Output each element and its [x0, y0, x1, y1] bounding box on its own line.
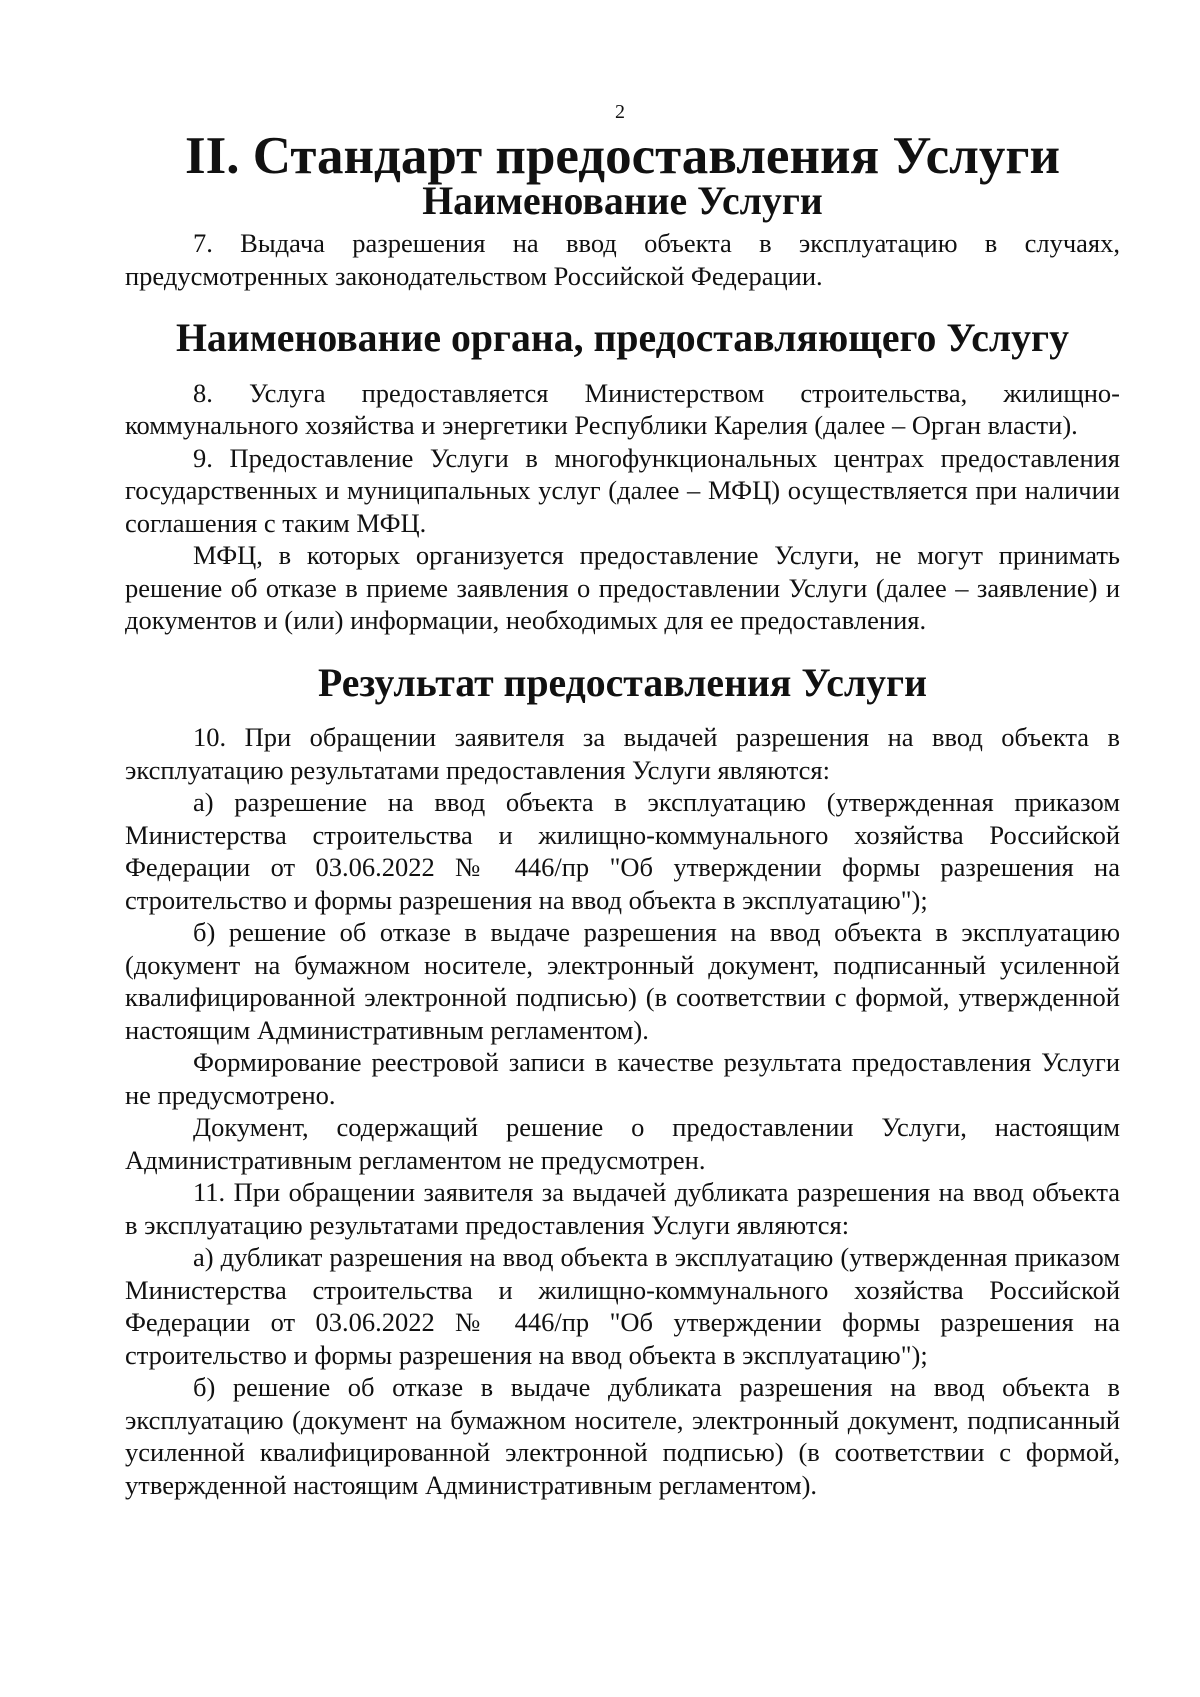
paragraph: а) разрешение на ввод объекта в эксплуатацию (утвержденная приказом Министерства строительства и жилищно-коммунального хозяйства Российской Федерации от 03.06.2022 № 446/пр "Об утверждении формы разрешения на строительство и формы разрешения на ввод объекта в эксплуатацию"); — [125, 787, 1120, 915]
paragraph: МФЦ, в которых организуется предоставление Услуги, не могут принимать решение об отказе в приеме заявления о предоставлении Услуги (далее – заявление) и документов и (или) информации, необходимых для ее предоставления. — [125, 540, 1120, 635]
paragraph: 10. При обращении заявителя за выдачей разрешения на ввод объекта в эксплуатацию результатами предоставления Услуги являются: — [125, 722, 1120, 785]
paragraph: а) дубликат разрешения на ввод объекта в эксплуатацию (утвержденная приказом Министерства строительства и жилищно-коммунального хозяйства Российской Федерации от 03.06.2022 № 446/пр "Об утверждении формы разрешения на строительство и формы разрешения на ввод объекта в эксплуатацию"); — [125, 1242, 1120, 1370]
paragraph: 11. При обращении заявителя за выдачей дубликата разрешения на ввод объекта в эксплуатацию результатами предоставления Услуги являются: — [125, 1177, 1120, 1240]
paragraph: Документ, содержащий решение о предоставлении Услуги, настоящим Административным регламентом не предусмотрен. — [125, 1112, 1120, 1175]
paragraph: б) решение об отказе в выдаче разрешения на ввод объекта в эксплуатацию (документ на бумажном носителе, электронный документ, подписанный усиленной квалифицированной электронной подписью) (в соответствии с формой, утвержденной настоящим Административным регламентом). — [125, 917, 1120, 1045]
page-number: 2 — [615, 101, 625, 123]
section-title: II. Стандарт предоставления Услуги — [185, 127, 1060, 185]
document-body — [125, 127, 1120, 1501]
paragraph: б) решение об отказе в выдаче дубликата разрешения на ввод объекта в эксплуатацию (документ на бумажном носителе, электронный документ, подписанный усиленной квалифицированной электронной подписью) (в соответствии с формой, утвержденной настоящим Административным регламентом). — [125, 1372, 1120, 1500]
subsection-heading: Наименование Услуги — [422, 178, 823, 223]
paragraph: 7. Выдача разрешения на ввод объекта в эксплуатацию в случаях, предусмотренных законодательством Российской Федерации. — [125, 228, 1120, 291]
paragraph: 8. Услуга предоставляется Министерством строительства, жилищно-коммунального хозяйства и энергетики Республики Карелия (далее – Орган власти). — [125, 377, 1120, 440]
subsection-heading: Наименование органа, предоставляющего Услугу — [176, 316, 1069, 360]
paragraph: Формирование реестровой записи в качестве результата предоставления Услуги не предусмотрено. — [125, 1047, 1120, 1110]
paragraph: 9. Предоставление Услуги в многофункциональных центрах предоставления государственных и муниципальных услуг (далее – МФЦ) осуществляется при наличии соглашения с таким МФЦ. — [125, 442, 1120, 538]
subsection-heading: Результат предоставления Услуги — [318, 660, 927, 705]
